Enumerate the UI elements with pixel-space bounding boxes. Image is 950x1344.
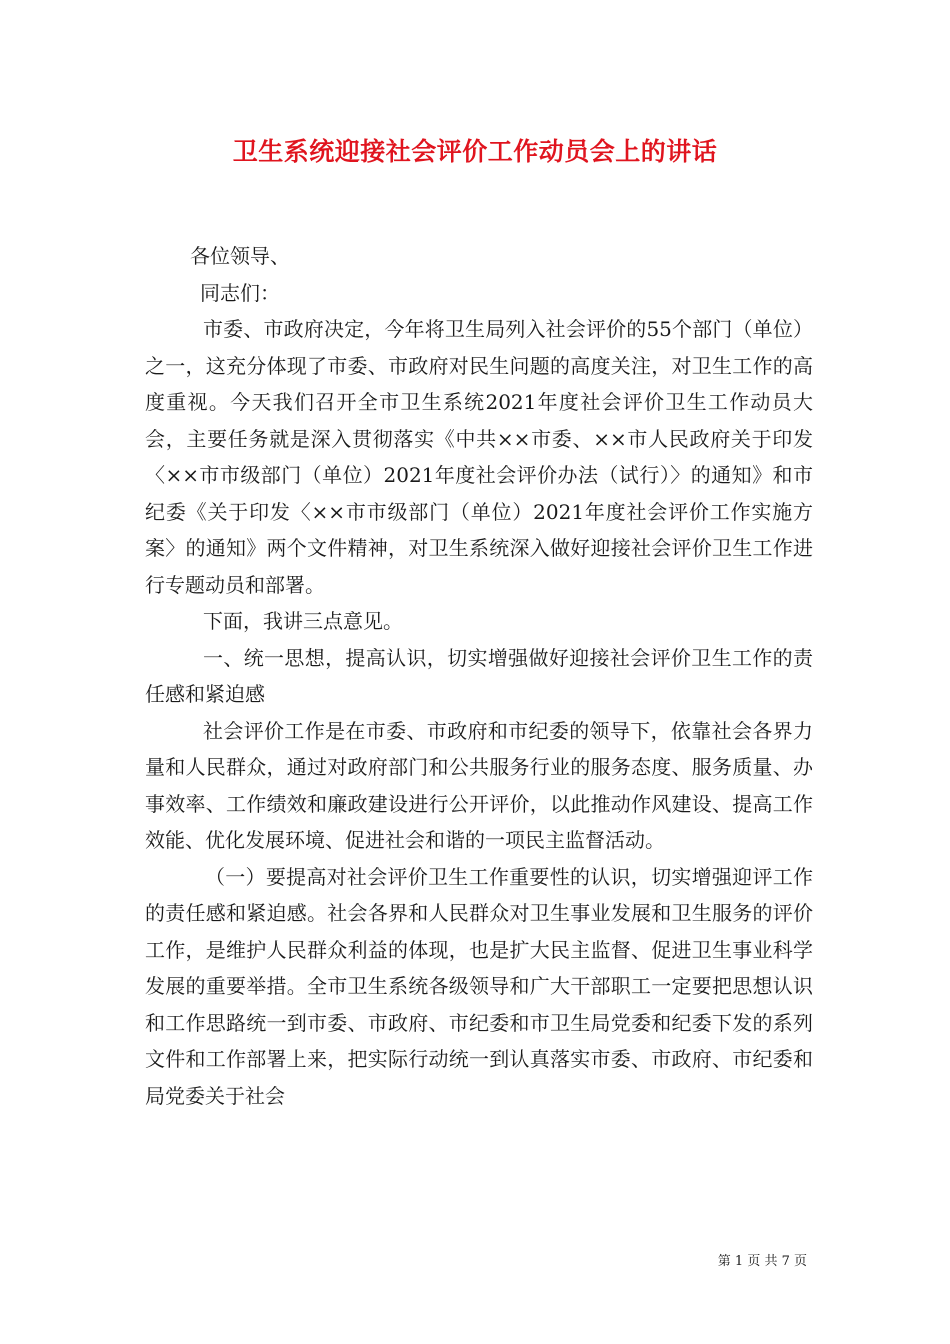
salutation-comrades: 同志们： <box>200 280 280 305</box>
paragraph-social-evaluation: 社会评价工作是在市委、市政府和市纪委的领导下，依靠社会各界力量和人民群众，通过对政府部门和公共服务行业的服务态度、服务质量、办事效率、工作绩效和廉政建设进行公开评价，以此推动作风建设、提高工作效能、优化发展环境、促进社会和谐的一项民主监督活动。 <box>145 718 813 852</box>
paragraph-intro: 市委、市政府决定，今年将卫生局列入社会评价的55个部门（单位）之一，这充分体现了市委、市政府对民生问题的高度关注，对卫生工作的高度重视。今天我们召开全市卫生系统2021年度社会评价卫生工作动员大会，主要任务就是深入贯彻落实《中共××市委、××市人民政府关于印发〈××市市级部门（单位）2021年度社会评价办法（试行）〉的通知》和市纪委《关于印发〈××市市级部门（单位）2021年度社会评价工作实施方案〉的通知》两个文件精神，对卫生系统深入做好迎接社会评价卫生工作进行专题动员和部署。 <box>145 317 813 597</box>
page-number-footer: 第 1 页 共 7 页 <box>717 1254 807 1269</box>
document-title: 卫生系统迎接社会评价工作动员会上的讲话 <box>232 137 718 166</box>
section-heading-1: 一、统一思想，提高认识，切实增强做好迎接社会评价卫生工作的责任感和紧迫感 <box>145 645 813 706</box>
document-body <box>145 238 813 1114</box>
paragraph-three-points: 下面，我讲三点意见。 <box>203 609 403 633</box>
subsection-1: （一）要提高对社会评价卫生工作重要性的认识，切实增强迎评工作的责任感和紧迫感。社会各界和人民群众对卫生事业发展和卫生服务的评价工作，是维护人民群众利益的体现，也是扩大民主监督、促进卫生事业科学发展的重要举措。全市卫生系统各级领导和广大干部职工一定要把思想认识和工作思路统一到市委、市政府、市纪委和市卫生局党委和纪委下发的系列文件和工作部署上来，把实际行动统一到认真落实市委、市政府、市纪委和局党委关于社会 <box>145 864 813 1108</box>
salutation-leaders: 各位领导、 <box>190 244 290 268</box>
